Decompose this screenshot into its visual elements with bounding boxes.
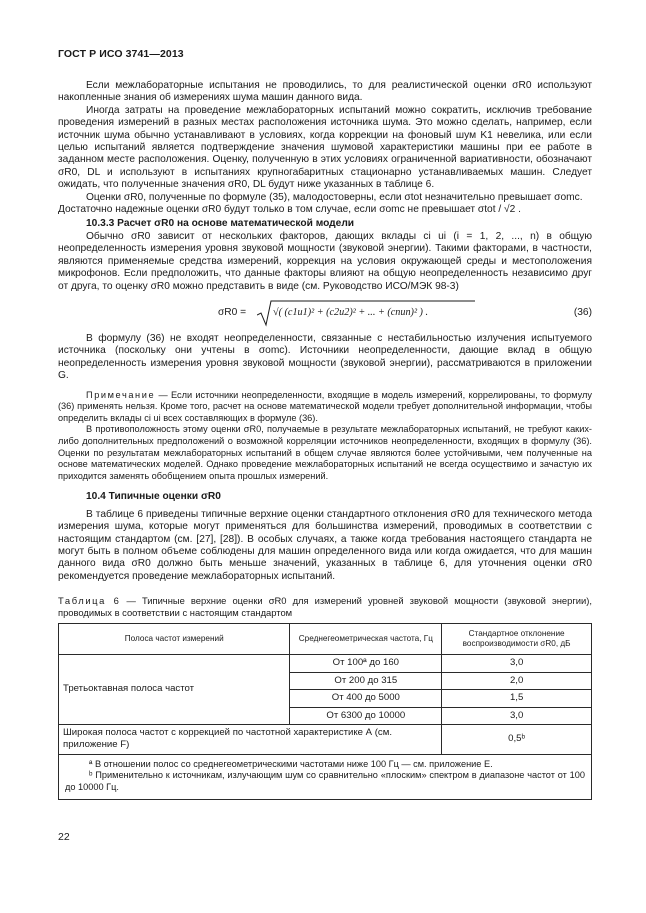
column-header: Полоса частот измерений [59, 624, 290, 655]
column-header: Среднегеометрическая частота, Гц [290, 624, 442, 655]
formula-number: (36) [573, 306, 592, 318]
table-footnotes-row [59, 754, 592, 799]
paragraph: В формулу (36) не входят неопределенности, связанные с нестабильностью излучения испытуемого источника (поскольку они учтены в σomc). Источники неопределенности, дающие вклад в общую неопределенность измерения уровня звуковой мощности (звуковой энергии), рассматриваются в приложении G. [58, 332, 592, 382]
freq-cell: От 100ª до 160 [290, 655, 442, 672]
table-6 [58, 623, 592, 800]
table-caption-text: — Типичные верхние оценки σR0 для измерений уровней звуковой мощности (звуковой энергии), проводимых в соответствии с настоящим стандартом [58, 595, 592, 618]
table-footnotes [59, 754, 592, 799]
section-number: 10.4 [86, 491, 106, 503]
note [58, 390, 592, 425]
value-cell: 0,5ᵇ [442, 724, 592, 754]
value-cell: 2,0 [442, 672, 592, 689]
value-cell: 3,0 [442, 707, 592, 724]
note-label: Примечание [86, 389, 156, 400]
footnote-a: ª В отношении полос со среднегеометрическими частотами ниже 100 Гц — см. приложение Е. [89, 758, 493, 769]
freq-cell: От 200 до 315 [290, 672, 442, 689]
section-heading-10-3-3 [58, 218, 592, 230]
section-title: Типичные оценки σR0 [108, 491, 221, 503]
paragraph: Достаточно надежные оценки σR0 будут только в том случае, если σomc не превышает σtot / √2 . [58, 204, 521, 216]
table-row [59, 724, 592, 754]
paragraph: В таблице 6 приведены типичные верхние оценки стандартного отклонения σR0 для технического метода измерения шума, которые могут применяться для большинства измерений, проводимых в соответствии с настоящим стандартом (см. [27], [28]). В особых случаях, а также когда требования настоящего стандарта не могут быть в полном объеме соблюдены для машин определенного вида или когда ожидается, что для машин данного вида σR0 должно быть меньше значений, указанных в таблице 6, для уточнения оценки σR0 рекомендуется проведение межлабораторных испытаний. [58, 508, 592, 582]
formula-36 [58, 299, 592, 327]
section-heading-10-4 [58, 491, 592, 503]
table-caption-label: Таблица 6 [58, 595, 121, 607]
formula-lhs: σR0 = [218, 306, 247, 318]
document-header: ГОСТ Р ИСО 3741—2013 [58, 48, 184, 60]
footnote-b: ᵇ Применительно к источникам, излучающим шум со сравнительно «плоским» спектром в диапазоне частот от 100 до 10000 Гц. [65, 770, 585, 792]
section-title: Расчет σR0 на основе математической модели [117, 218, 355, 230]
page-body [58, 80, 592, 800]
freq-cell: От 6300 до 10000 [290, 707, 442, 724]
table-header-row [59, 624, 592, 655]
wide-band-label: Широкая полоса частот с коррекцией по частотной характеристике А (см. приложение F) [59, 724, 442, 754]
table-caption [58, 595, 592, 618]
formula-rhs: √( (c1u1)² + (c2u2)² + ... + (cnun)² ) . [273, 306, 429, 318]
freq-cell: От 400 до 5000 [290, 690, 442, 707]
value-cell: 1,5 [442, 690, 592, 707]
row-group-label: Третьоктавная полоса частот [59, 655, 290, 725]
note-text: — Если источники неопределенности, входящие в модель измерений, коррелированы, то формулу (36) применять нельзя. Кроме того, расчет на основе математической модели требует дополнительной информации, чтобы определить вклады ci ui всех составляющих в формуле (36). [58, 389, 592, 423]
paragraph: Обычно σR0 зависит от нескольких факторов, дающих вклады ci ui (i = 1, 2, ..., n) в общую неопределенность измерения уровня звуковой мощности (звуковой энергии). Такими факторами, в частности, являются применяемые средства измерений, коррекция на условия окружающей среды и местоположения микрофонов. Если предположить, что данные факторы влияют на общую неопределенность независимо друг от друга, то оценку σR0 можно представить в виде (см. Руководство ИСО/МЭК 98-3) [58, 230, 592, 292]
section-number: 10.3.3 [86, 218, 115, 230]
column-header: Стандартное отклонение воспроизводимости σR0, дБ [442, 624, 592, 655]
note-continuation: В противоположность этому оценки σR0, получаемые в результате межлабораторных испытаний, не требуют каких-либо дополнительных предположений о возможной корреляции источников неопределенности, входящих в формулу (36). Оценки по результатам межлабораторных испытаний в общем случае являются более устойчивыми, чем полученные на основе математических моделей. Однако проведение межлабораторных испытаний не всегда осуществимо и зачастую их приходится заменять обобщением опыта прошлых измерений. [58, 424, 592, 481]
paragraph: Иногда затраты на проведение межлабораторных испытаний можно сократить, исключив требование проведения измерений в разных местах расположения источника шума. Это можно сделать, например, если источник шума обычно устанавливают в условиях, когда коррекции на фоновый шум K1 невелика, или если целью испытаний является подтверждение значения шумовой характеристики машины при ее работе в заданном месте расположения. Оценку, полученную в этих условиях ограниченной вариативности, обозначают σR0, DL и используют в испытаниях крупногабаритных стационарно устанавливаемых машин. Следует ожидать, что полученные значения σR0, DL будут ниже указанных в таблице 6. [58, 104, 592, 191]
page-number: 22 [58, 831, 70, 843]
table-row [59, 655, 592, 672]
paragraph: Если межлабораторные испытания не проводились, то для реалистической оценки σR0 используют накопленные знания об измерениях шума машин данного вида. [58, 80, 592, 104]
paragraph: Оценки σR0, полученные по формуле (35), малодостоверны, если σtot незначительно превышает σomc. [86, 191, 583, 203]
value-cell: 3,0 [442, 655, 592, 672]
